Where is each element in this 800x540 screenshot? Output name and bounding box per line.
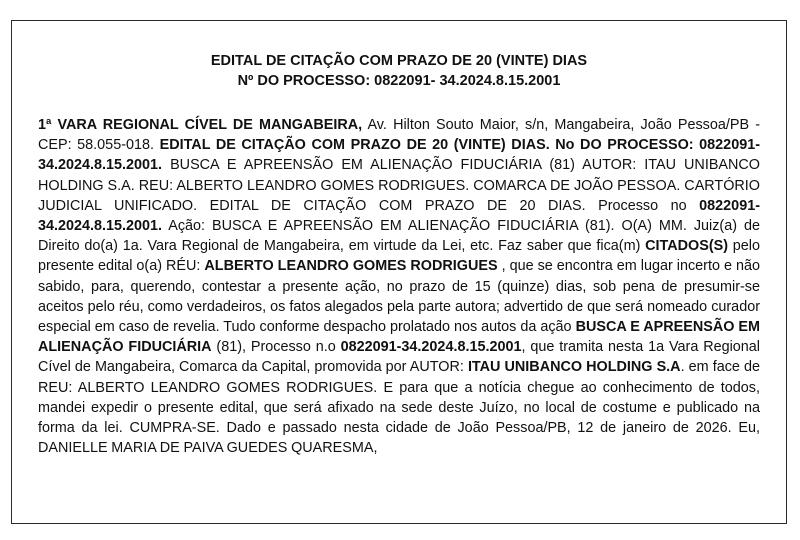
court-name: 1ª VARA REGIONAL CÍVEL DE MANGABEIRA, — [38, 117, 363, 133]
court-venue: , que tramita nesta 1a Vara Regional Cível de Mangabeira, Comarca da Capital, promovida por AUTOR: — [38, 339, 760, 376]
court-address: Av. Hilton Souto Maior, s/n, Mangabeira, João Pessoa/PB - CEP: 58.055-018. — [38, 117, 760, 154]
notice-header — [12, 51, 786, 91]
plaintiff-name: ITAU UNIBANCO HOLDING S.A — [467, 359, 681, 376]
defendant-intro: pelo presente edital o(a) RÉU: — [38, 238, 761, 275]
process-number-final: 0822091-34.2024.8.15.2001 — [340, 339, 522, 356]
process-number: Nº DO PROCESSO: 0822091- 34.2024.8.15.2001 — [237, 73, 561, 89]
notice-body — [38, 115, 760, 458]
closing-text: . em face de REU: ALBERTO LEANDRO GOMES RODRIGUES. E para que a notícia chegue ao conhecimento de todos, mandei expedir o presente edital, que será afixado na sede deste Juízo, no local de costume e publicado na forma da lei. CUMPRA-SE. Dado e passado nesta cidade de João Pessoa/PB, 12 de janeiro de 2026. Eu, DANIELLE MARIA DE PAIVA GUEDES QUARESMA, — [38, 359, 760, 457]
process-intro: (81), Processo n.o — [211, 339, 341, 356]
process-number-inline: 0822091- 34.2024.8.15.2001. — [38, 197, 760, 235]
action-description: Ação: BUSCA E APREENSÃO EM ALIENAÇÃO FIDUCIÁRIA (81). O(A) MM. Juiz(a) de Direito do(a) 1a. Vara Regional de Mangabeira, em virtude da Lei, etc. Faz saber que fica(m) — [38, 218, 760, 255]
summons-terms: , que se encontra em lugar incerto e não sabido, para, querendo, contestar a presente ação, no prazo de 15 (quinze) dias, sob pena de presumir-se aceitos pelo réu, como verdadeiros, os fatos alegados pela parte autora; advertido de que será nomeado curador especial em caso de revelia. Tudo conforme despacho prolatado nos autos da ação — [38, 258, 760, 336]
notice-title: EDITAL DE CITAÇÃO COM PRAZO DE 20 (VINTE) DIAS — [210, 53, 588, 69]
edict-heading: EDITAL DE CITAÇÃO COM PRAZO DE 20 (VINTE) DIAS. No DO PROCESSO: 0822091- 34.2024.8.15.2001. — [38, 137, 760, 174]
cited-label: CITADOS(S) — [645, 238, 729, 255]
citation-notice — [11, 20, 787, 524]
case-summary: BUSCA E APREENSÃO EM ALIENAÇÃO FIDUCIÁRIA (81) AUTOR: ITAU UNIBANCO HOLDING S.A. REU: ALBERTO LEANDRO GOMES RODRIGUES. COMARCA DE JOÃO PESSOA. CARTÓRIO JUDICIAL UNIFICADO. EDITAL DE CITAÇÃO COM PRAZO DE 20 DIAS. Processo no — [38, 157, 760, 214]
defendant-name: ALBERTO LEANDRO GOMES RODRIGUES — [204, 258, 498, 275]
action-type: BUSCA E APREENSÃO EM ALIENAÇÃO FIDUCIÁRIA — [38, 319, 760, 356]
